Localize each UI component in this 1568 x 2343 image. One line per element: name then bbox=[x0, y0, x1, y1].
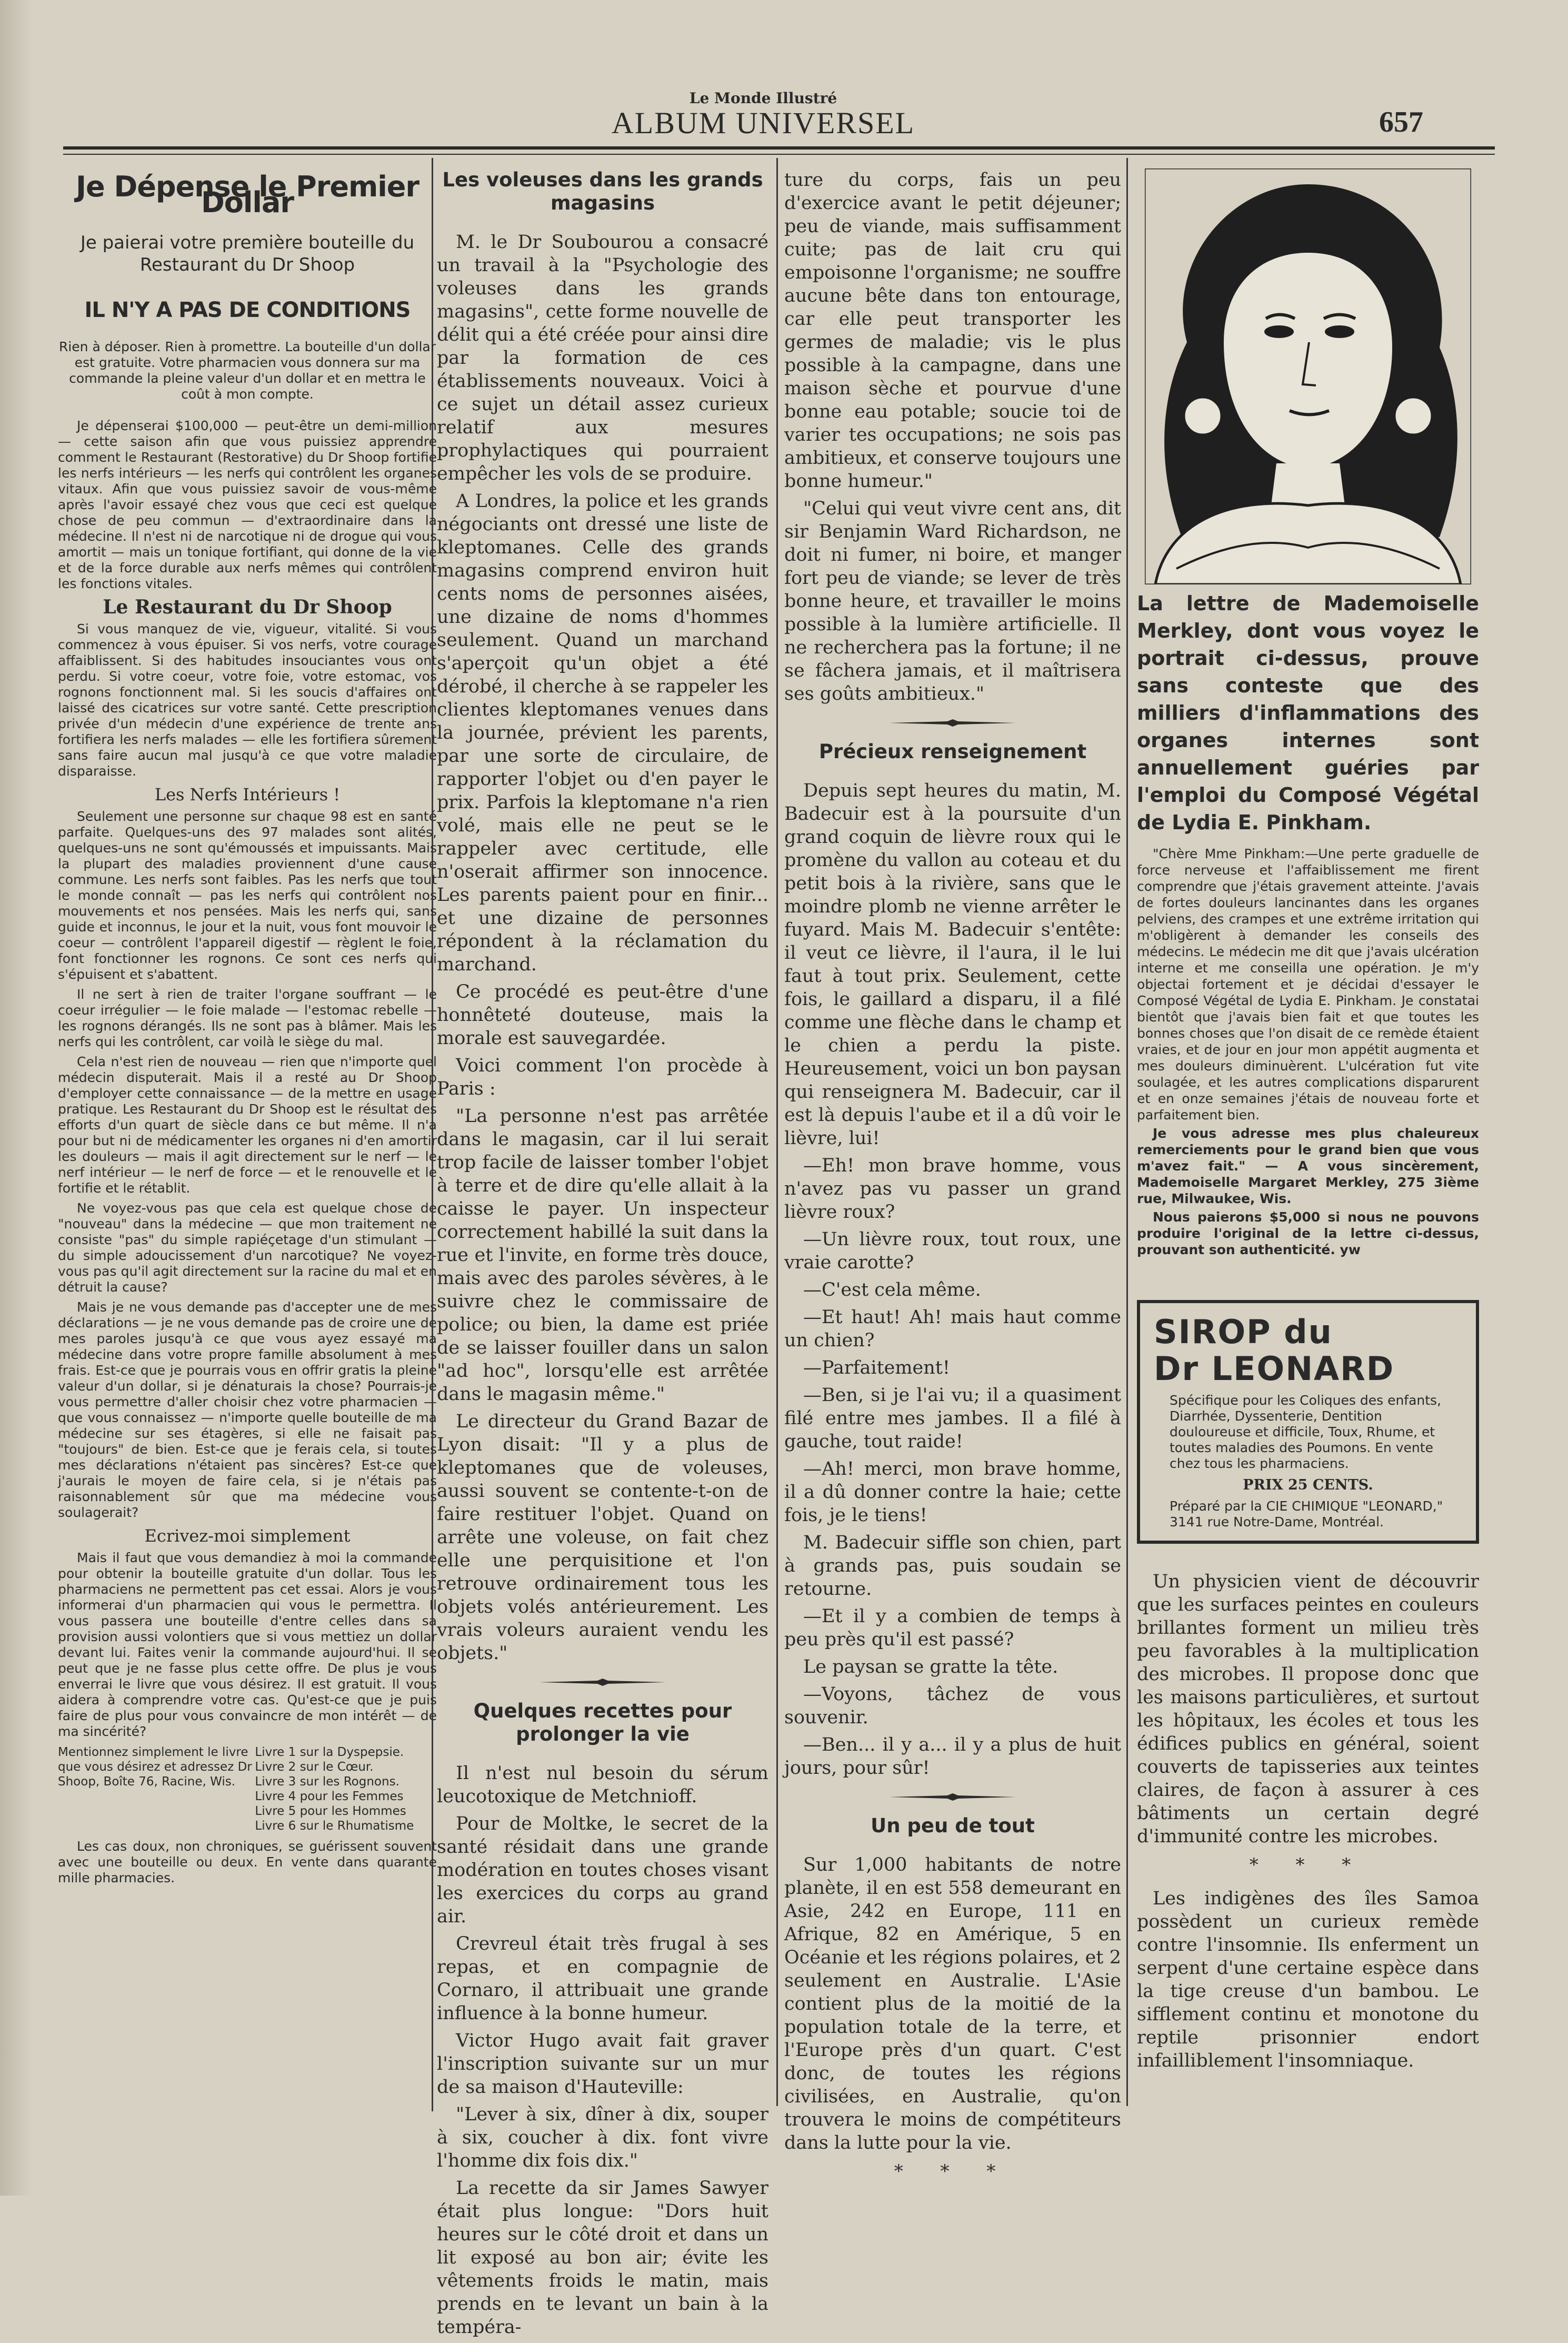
pinkham-letter bbox=[1137, 846, 1479, 1258]
ad-subhead: Je paierai votre première bouteille du Restaurant du Dr Shoop bbox=[80, 232, 415, 275]
book-titles bbox=[255, 1745, 437, 1833]
page-gutter bbox=[0, 0, 32, 2196]
section-separator: * * * bbox=[894, 2161, 1012, 2182]
paragraph: Mais il faut que vous demandiez à moi la commande pour obtenir la bouteille gratuite d'un dollar. Tous les pharmaciens ne permettent pas cet essai. Alors je vous informerai d'un pharmacien qui vous le permettra. Il vous passera une bouteille d'entre celles dans sa provision aussi volontiers que si vous mettiez un dollar devant lui. Faites venir la commande aujourd'hui. Il se peut que je ne fasse plus cette offre. De plus je vous enverrai le livre que vous désirez. Il est gratuit. Il vous aidera à comprendre votre cas. Qu'est-ce que je puis faire de plus pour vous convaincre de mon intérêt — de ma sincérité? bbox=[58, 1550, 437, 1739]
column-divider bbox=[1126, 158, 1128, 2106]
column-2 bbox=[437, 168, 768, 2343]
paragraph: M. le Dr Soubourou a consacré un travail à la "Psychologie des voleuses dans les grands magasins", cette forme nouvelle de délit qui a été créée pour ainsi dire par la formation de ces établissements nouveaux. Voici à ce sujet un détail assez curieux relatif aux mesures prophylactiques qui pourraient empêcher les vols de se produire. bbox=[437, 232, 768, 484]
paragraph: "Lever à six, dîner à dix, souper à six, coucher à dix. font vivre l'homme dix fois dix." bbox=[437, 2104, 768, 2171]
paragraph: Si vous manquez de vie, vigueur, vitalité. Si vous commencez à vous épuiser. Si vos nerfs, votre courage affaiblissent. Si des habitudes insouciantes vous ont perdu. Si votre coeur, votre foie, votre estomac, vos rognons fonctionnent mal. Si les soucis d'affaires ont laissé des cicatrices sur votre santé. Cette prescription privée d'un médecin d'une expérience de trente ans fortifiera les nerfs malades — elle les fortifiera sûrement sans faire aucun mal jusqu'à ce que votre maladie disparaisse. bbox=[58, 621, 437, 779]
book-instructions: Mentionnez simplement le livre que vous désirez et adressez Dr Shoop, Boîte 76, Racine, Wis. bbox=[58, 1745, 252, 1789]
paragraph: Cela n'est rien de nouveau — rien que n'importe quel médecin disputerait. Mais il a resté au Dr Shoop d'employer cette connaissance — de la mettre en usage pratique. Les Restaurant du Dr Shoop est le résultat des efforts d'un quart de siècle dans ce but même. Il n'a pour but ni de médicamenter les organes ni d'en amortir les douleurs — mais il agit directement sur le nerf — le nerf intérieur — le nerf de force — et le renouvelle et le fortifie et le rétablit. bbox=[58, 1054, 437, 1196]
portrait-illustration bbox=[1145, 168, 1471, 584]
book-title: Livre 6 sur le Rhumatisme bbox=[255, 1819, 414, 1833]
ad-description: Spécifique pour les Coliques des enfants, Diarrhée, Dyssenterie, Dentition douloureuse et difficile, Toux, Rhume, et toutes maladies des Poumons. En vente chez tous les pharmaciens. bbox=[1170, 1393, 1442, 1471]
column-3 bbox=[784, 168, 1121, 2193]
paragraph: Ce procédé es peut-être d'une honnêteté douteuse, mais la morale est sauvegardée. bbox=[437, 981, 768, 1049]
paragraph: Mais je ne vous demande pas d'accepter une de mes déclarations — je ne vous demande pas de croire une de mes paroles jusqu'à ce que vous ayez essayé ma médecine dans votre propre famille absolument à mes frais. Est-ce que je pourrais vous en offrir gratis la pleine valeur d'un dollar, si je dénaturais la chose? Pourrais-je vous permettre d'aller choisir chez votre pharmacien — que vous connaissez — n'importe quelle bouteille de ma médecine sur ses étagères, si elle ne faisait pas "toujours" de bien. Est-ce que je ferais cela, si toutes mes déclarations n'étaient pas sincères? Est-ce que j'aurais le moyen de faire cela, si je n'étais pas raisonnablement sûr que ma médecine vous soulagerait? bbox=[58, 1299, 437, 1520]
paragraph: "La personne n'est pas arrêtée dans le magasin, car il lui serait trop facile de laisser tomber l'objet à terre et de dire qu'elle allait à la caisse le payer. Un inspecteur correctement habillé la suit dans la rue et l'invite, en forme très douce, mais avec des paroles sévères, à le suivre chez le commissaire de police; ou bien, la dame est priée de se laisser fouiller dans un salon "ad hoc", lorsqu'elle est arrêtée dans le magasin même." bbox=[437, 1106, 768, 1405]
ad-maker: Préparé par la CIE CHIMIQUE "LEONARD," 3141 rue Notre-Dame, Montréal. bbox=[1170, 1498, 1443, 1530]
ornament-rule bbox=[890, 1793, 1016, 1801]
ad-title: SIROP du bbox=[1154, 1313, 1333, 1351]
dialogue-line: —Eh! mon brave homme, vous n'avez pas vu passer un grand lièvre roux? bbox=[784, 1155, 1121, 1223]
section-heading: Le Restaurant du Dr Shoop bbox=[103, 596, 392, 618]
paragraph: Depuis sept heures du matin, M. Badecuir est à la poursuite d'un grand coquin de lièvre roux qui le promène du vallon au coteau et du petit bois à la rivière, sans que le moindre plomb ne vienne arrêter le fuyard. Mais M. Badecuir s'entête: il veut ce lièvre, il l'aura, il le lui faut à tout prix. Seulement, cette fois, le gaillard a disparu, il a filé comme une flèche dans le champ et le chien a perdu la piste. Heureusement, voici un bon paysan qui renseignera M. Badecuir, car il est là depuis l'aube et il a dû voir le lièvre, lui! bbox=[784, 780, 1121, 1149]
header-rule-thin bbox=[63, 154, 1495, 155]
paragraph: Le directeur du Grand Bazar de Lyon disait: "Il y a plus de kleptomanes que de voleuses, aussi souvent se contente-t-on de faire restituer l'objet. Quand on arrête une voleuse, on fait chez elle une perquisitione et l'on retrouve ordinairement tous les objets volés antérieurement. Les vrais voleurs auraient vendu les objets." bbox=[437, 1411, 768, 1664]
dialogue-line: —Ben, si je l'ai vu; il a quasiment filé entre mes jambes. Il a filé à gauche, tout raide! bbox=[784, 1385, 1121, 1452]
book-title: Livre 2 sur le Cœur. bbox=[255, 1760, 374, 1774]
shoop-advertisement bbox=[58, 168, 437, 1890]
paragraph: Sur 1,000 habitants de notre planète, il en est 558 demeurant en Asie, 242 en Europe, 111 en Afrique, 82 en Amérique, 5 en Océanie et les régions polaires, et 2 seulement en Australie. L'Asie contient plus de la moitié de la population totale de la terre, et l'Europe près d'un quart. C'est donc, de toutes les régions civilisées, en Australie, qu'on trouvera le moins de compétiteurs dans la lutte pour la vie. bbox=[784, 1854, 1121, 2153]
article-title: Précieux renseignement bbox=[818, 740, 1087, 763]
pinkham-lead: La lettre de Mademoiselle Merkley, dont vous voyez le portrait ci-dessus, prouve sans conteste que des milliers d'inflammations des organes internes sont annuellement guéries par l'emploi du Composé Végétal de Lydia E. Pinkham. bbox=[1137, 592, 1479, 834]
paragraph: Ne voyez-vous pas que cela est quelque chose de "nouveau" dans la médecine — que mon traitement ne consiste "pas" du simple rapiéçetage d'un stimulant — du simple adoucissement d'un narcotique? Ne voyez-vous pas qu'il agit directement sur la racine du mal et en détruit la cause? bbox=[58, 1200, 437, 1295]
section-heading: Ecrivez-moi simplement bbox=[144, 1526, 351, 1546]
dialogue-line: —Ah! merci, mon brave homme, il a dû donner contre la haie; cette fois, je le tiens! bbox=[784, 1458, 1121, 1526]
paragraph: Seulement une personne sur chaque 98 est en santé parfaite. Quelques-uns des 97 malades sont alités, quelques-uns ne sont qu'émoussés et impuissants. Mais la plupart des maladies proviennent d'une cause commune. Les nerfs sont faibles. Pas les nerfs que tout le monde connaît — pas les nerfs qui contrôlent nos mouvements et nos pensées. Mais les nerfs qui, sans guide et inconnus, le jour et la nuit, vous font mouvoir le coeur — contrôlent l'appareil digestif — règlent le foie, font fonctionner les rognons. Ce sont ces nerfs qui s'épuisent et s'abattent. bbox=[58, 809, 437, 982]
dialogue-line: —Un lièvre roux, tout roux, une vraie carotte? bbox=[784, 1229, 1121, 1273]
dialogue-line: —Voyons, tâchez de vous souvenir. bbox=[784, 1684, 1121, 1728]
closing-note: Les cas doux, non chroniques, se guérissent souvent avec une bouteille ou deux. En vente dans quarante mille pharmacies. bbox=[58, 1839, 437, 1885]
ad-intro: Rien à déposer. Rien à promettre. La bouteille d'un dollar est gratuite. Votre pharmacien vous donnera sur ma commande la pleine valeur d'un dollar et en mettra le coût à mon compte. bbox=[58, 339, 436, 402]
header-rule bbox=[63, 146, 1495, 150]
paragraph: La recette da sir James Sawyer était plus longue: "Dors huit heures sur le côté droit et dans un lit exposé au bon air; évite les vêtements froids le matin, mais prends en te levant un bain à la tempéra- bbox=[437, 2178, 768, 2338]
paragraph: Je vous adresse mes plus chaleureux remerciements pour le grand bien que vous m'avez fait." — A vous sincèrement, Mademoiselle Margaret Merkley, 275 3ième rue, Milwaukee, Wis. bbox=[1137, 1126, 1479, 1206]
paragraph: Crevreul était très frugal à ses repas, et en compagnie de Cornaro, il attribuait une grande influence à la bonne humeur. bbox=[437, 1933, 768, 2024]
paragraph: Je dépenserai $100,000 — peut-être un demi-million — cette saison afin que vous puissiez apprendre comment le Restaurant (Restorative) du Dr Shoop fortifie les nerfs intérieurs — les nerfs qui contrôlent les organes vitaux. Afin que vous puissiez savoir de vous-même après l'avoir essayé chez vous que ceci est quelque chose de peu commun — d'extraordinaire dans la médecine. Il n'est ni de narcotique ni de drogue qui vous amortit — mais un tonique fortifiant, qui donne de la vie et de la force durable aux nerfs mêmes qui contrôlent les fonctions vitales. bbox=[58, 418, 437, 591]
book-title: Livre 3 sur les Rognons. bbox=[255, 1775, 400, 1789]
paragraph: "Chère Mme Pinkham:—Une perte graduelle de force nerveuse et l'affaiblissement me firent comprendre que j'étais gravement atteinte. J'avais de fortes douleurs lancinantes dans les organes pelviens, des crampes et une extrême irritation qui m'obligèrent à demander les conseils des médecins. Le médecin me dit que j'avais ulcération interne et me conseilla une opération. Je m'y objectai fortement et je décidai d'essayer le Composé Végétal de Lydia E. Pinkham. Je constatai bientôt que j'avais bien fait et que toutes les bonnes choses que l'on disait de ce remède étaient vraies, et de jour en jour mon appétit augmenta et mes douleurs diminuèrent. L'ulcération fut vite soulagée, et les autres complications disparurent et en onze semaines j'étais de nouveau forte et parfaitement bien. bbox=[1137, 846, 1479, 1123]
paragraph: Nous paierons $5,000 si nous ne pouvons produire l'original de la lettre ci-dessus, prouvant son authenticité. yw bbox=[1137, 1209, 1479, 1257]
dialogue-line: —Et il y a combien de temps à peu près qu'il est passé? bbox=[784, 1606, 1121, 1650]
paragraph: Pour de Moltke, le secret de la santé résidait dans une grande modération en toutes choses visant les exercices du corps au grand air. bbox=[437, 1813, 768, 1927]
dialogue-line: —Et haut! Ah! mais haut comme un chien? bbox=[784, 1307, 1121, 1351]
paragraph: A Londres, la police et les grands négociants ont dressé une liste de kleptomanes. Celle des grands magasins comprend environ huit cents noms de personnes aisées, une dizaine de noms d'hommes seulement. Quand un marchand s'aperçoit qu'un objet a été dérobé, il cherche à se rappeler les clientes kleptomanes venues dans la journée, prévient les parents, par une sorte de circulaire, de rapporter l'objet ou d'en payer le prix. Parfois la kleptomane n'a rien volé, mais elle ne peut se le rappeler avec certitude, elle n'oserait affirmer son innocence. Les parents paient pour en finir... et une dizaine de personnes répondent à la réclamation du marchand. bbox=[437, 491, 768, 975]
section-heading: Les Nerfs Intérieurs ! bbox=[154, 785, 341, 805]
paragraph: Il ne sert à rien de traiter l'organe souffrant — le coeur irrégulier — le foie malade — l'estomac rebelle — les rognons dérangés. Ils ne sont pas à blâmer. Mais les nerfs qui les contrôlent, car voilà le siège du mal. bbox=[58, 987, 437, 1049]
ornament-rule bbox=[540, 1679, 666, 1686]
paragraph: Un physicien vient de découvrir que les surfaces peintes en couleurs brillantes forment un milieu très peu favorables à la multiplication des microbes. Il propose donc que les maisons particulières, et surtout les hôpitaux, les écoles et tous les édifices publics en général, soient couverts de tapisseries aux teintes claires, de façon à assurer à ces bâtiments un certain degré d'immunité contre les microbes. bbox=[1137, 1571, 1479, 1847]
section-separator: * * * bbox=[1249, 1854, 1367, 1875]
book-title: Livre 4 pour les Femmes bbox=[255, 1790, 404, 1803]
dialogue-line: —Ben... il y a... il y a plus de huit jours, pour sûr! bbox=[784, 1734, 1121, 1779]
paragraph: M. Badecuir siffle son chien, part à grands pas, puis soudain se retourne. bbox=[784, 1532, 1121, 1600]
paragraph: Voici comment l'on procède à Paris : bbox=[437, 1055, 768, 1099]
paragraph: Victor Hugo avait fait graver l'inscription suivante sur un mur de sa maison d'Hauteville: bbox=[437, 2030, 768, 2098]
ad-price: PRIX 25 CENTS. bbox=[1243, 1477, 1373, 1493]
book-list bbox=[58, 1745, 437, 1833]
dialogue-line: —Parfaitement! bbox=[803, 1357, 950, 1378]
header-supertitle: Le Monde Illustré bbox=[689, 90, 837, 107]
paragraph: Il n'est nul besoin du sérum leucotoxique de Metchnioff. bbox=[437, 1763, 768, 1807]
column-4 bbox=[1137, 168, 1479, 2077]
column-divider bbox=[776, 158, 778, 2106]
news-items bbox=[1137, 1570, 1479, 2072]
header-title: ALBUM UNIVERSEL bbox=[611, 106, 915, 140]
ad-title: Dr LEONARD bbox=[1154, 1349, 1395, 1388]
ornament-rule bbox=[890, 719, 1016, 727]
book-title: Livre 1 sur la Dyspepsie. bbox=[255, 1745, 404, 1759]
paragraph: Les indigènes des îles Samoa possèdent un curieux remède contre l'insomnie. Ils enferment un serpent d'une certaine espèce dans la tige creuse d'un bambou. Le sifflement continu et monotone du reptile prisonnier endort infailliblement l'insomniaque. bbox=[1137, 1888, 1479, 2071]
page-number: 657 bbox=[1379, 106, 1423, 138]
article-title: Quelques recettes pour prolonger la vie bbox=[473, 1700, 732, 1745]
paragraph: Le paysan se gratte la tête. bbox=[803, 1656, 1058, 1677]
dialogue-line: —C'est cela même. bbox=[803, 1279, 981, 1300]
ad-headline: Je Dépense le Premier Dollar bbox=[75, 170, 420, 219]
ad-conditions: IL N'Y A PAS DE CONDITIONS bbox=[84, 298, 411, 322]
leonard-advertisement bbox=[1137, 1300, 1479, 1544]
article-title: Un peu de tout bbox=[871, 1814, 1035, 1837]
paragraph: "Celui qui veut vivre cent ans, dit sir Benjamin Ward Richardson, ne doit ni fumer, ni boire, et manger fort peu de viande; se lever de très bonne heure, et travailler le moins possible à la lumière artificielle. Il ne recherchera pas la fortune; il ne se fâchera jamais, et il maîtrisera ses goûts ambitieux." bbox=[784, 498, 1121, 704]
paragraph: ture du corps, fais un peu d'exercice avant le petit déjeuner; peu de viande, mais suffisamment cuite; pas de lait cru qui empoisonne l'organisme; ne souffre aucune bête dans ton entourage, car elle peut transporter les germes de maladie; vis le plus possible à la campagne, dans une maison sèche et pourvue d'une bonne eau potable; soucie toi de varier tes occupations; ne sois pas ambitieux, et conserve toujours une bonne humeur." bbox=[784, 170, 1121, 492]
article-title: Les voleuses dans les grands magasins bbox=[442, 168, 763, 214]
book-title: Livre 5 pour les Hommes bbox=[255, 1804, 406, 1818]
